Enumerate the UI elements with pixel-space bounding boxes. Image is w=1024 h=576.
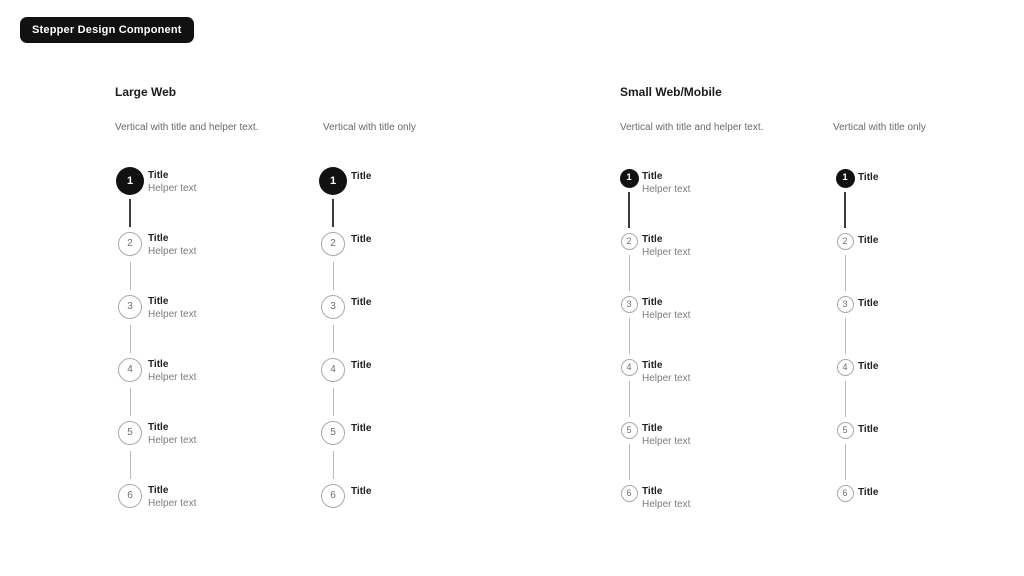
step-helper-text: Helper text (642, 247, 691, 258)
step-indicator-box (319, 356, 347, 384)
step-text-block (642, 358, 690, 420)
step-title: Title (858, 298, 879, 309)
step-title: Title (642, 171, 663, 182)
step-indicator-box (619, 483, 639, 503)
step-indicator-6: 6 (837, 485, 854, 502)
step-text-block (148, 168, 196, 230)
step-rail (116, 419, 144, 482)
step-text-block (858, 170, 878, 231)
step-indicator-box (619, 420, 639, 440)
step-indicator-box (619, 168, 639, 188)
stepper-large-title-helper (116, 167, 196, 510)
step-indicator-4: 4 (837, 359, 854, 376)
step-rail (619, 294, 639, 357)
step-text-block (858, 422, 878, 483)
step-connector (628, 192, 630, 228)
step-rail (319, 293, 347, 356)
step-text-block (148, 483, 196, 510)
step-helper-text: Helper text (642, 373, 691, 384)
step-rail (116, 482, 144, 510)
step-text-block (642, 232, 690, 294)
step-title: Title (351, 234, 372, 245)
step-text-block (642, 421, 690, 483)
step-title: Title (148, 359, 169, 370)
step-indicator-2: 2 (837, 233, 854, 250)
step-title: Title (148, 170, 169, 181)
stepper-step (116, 419, 196, 482)
step-title: Title (642, 360, 663, 371)
step-rail (319, 356, 347, 419)
step-connector (845, 444, 846, 480)
step-title: Title (148, 233, 169, 244)
step-indicator-box (835, 231, 855, 251)
step-rail (619, 420, 639, 483)
step-connector (845, 381, 846, 417)
section-title-large-web: Large Web (115, 85, 177, 99)
step-indicator-4: 4 (621, 359, 638, 376)
step-title: Title (858, 487, 879, 498)
step-connector (845, 318, 846, 354)
step-text-block (148, 231, 196, 293)
step-indicator-box (835, 357, 855, 377)
stepper-step (619, 231, 690, 294)
step-connector (333, 388, 334, 416)
step-indicator-box (835, 483, 855, 503)
stepper-small-title-only (835, 168, 878, 503)
step-text-block (351, 232, 371, 293)
step-connector (130, 451, 131, 479)
step-indicator-box (319, 230, 347, 258)
step-text-block (351, 484, 371, 510)
step-indicator-2: 2 (118, 232, 142, 256)
step-indicator-5: 5 (621, 422, 638, 439)
step-indicator-3: 3 (321, 295, 345, 319)
stepper-step (835, 294, 878, 357)
stepper-step (835, 231, 878, 294)
step-indicator-box (319, 167, 347, 195)
stepper-step (619, 168, 690, 231)
stepper-step (835, 420, 878, 483)
step-title: Title (858, 235, 879, 246)
step-indicator-box (116, 356, 144, 384)
stepper-step (619, 357, 690, 420)
step-connector (333, 451, 334, 479)
step-indicator-4: 4 (321, 358, 345, 382)
step-indicator-box (116, 293, 144, 321)
stepper-step (319, 230, 371, 293)
step-connector (844, 192, 846, 228)
variant-label-small-title-helper: Vertical with title and helper text. (620, 122, 764, 133)
step-indicator-1: 1 (620, 169, 639, 188)
step-connector (129, 199, 131, 227)
step-text-block (148, 357, 196, 419)
step-rail (319, 167, 347, 230)
step-rail (116, 293, 144, 356)
step-text-block (351, 295, 371, 356)
step-rail (619, 483, 639, 511)
step-text-block (858, 485, 878, 503)
step-title: Title (148, 485, 169, 496)
step-indicator-1: 1 (836, 169, 855, 188)
step-rail (116, 356, 144, 419)
stepper-step (835, 168, 878, 231)
step-indicator-3: 3 (837, 296, 854, 313)
variant-label-small-title-only: Vertical with title only (833, 122, 926, 133)
step-indicator-box (319, 419, 347, 447)
section-title-small-web-mobile: Small Web/Mobile (620, 85, 722, 99)
step-rail (619, 168, 639, 231)
step-indicator-1: 1 (319, 167, 347, 195)
step-rail (835, 357, 855, 420)
step-rail (319, 230, 347, 293)
step-indicator-4: 4 (118, 358, 142, 382)
stepper-step (835, 483, 878, 503)
step-indicator-3: 3 (118, 295, 142, 319)
step-connector (332, 199, 334, 227)
step-text-block (642, 295, 690, 357)
step-title: Title (858, 361, 879, 372)
stepper-step (116, 167, 196, 230)
step-indicator-5: 5 (321, 421, 345, 445)
step-indicator-box (116, 482, 144, 510)
step-title: Title (351, 297, 372, 308)
step-indicator-box (619, 294, 639, 314)
step-connector (629, 318, 630, 354)
step-title: Title (351, 423, 372, 434)
step-connector (130, 325, 131, 353)
step-helper-text: Helper text (148, 435, 197, 446)
step-rail (835, 168, 855, 231)
stepper-small-title-helper (619, 168, 690, 511)
step-helper-text: Helper text (642, 436, 691, 447)
step-title: Title (642, 234, 663, 245)
step-text-block (351, 358, 371, 419)
stepper-step (116, 230, 196, 293)
step-rail (116, 167, 144, 230)
stepper-step (116, 482, 196, 510)
stepper-step (619, 483, 690, 511)
step-rail (835, 420, 855, 483)
step-indicator-box (319, 293, 347, 321)
step-indicator-1: 1 (116, 167, 144, 195)
step-rail (835, 294, 855, 357)
step-helper-text: Helper text (148, 309, 197, 320)
step-helper-text: Helper text (642, 310, 691, 321)
step-text-block (351, 169, 371, 230)
step-title: Title (642, 423, 663, 434)
step-title: Title (351, 171, 372, 182)
step-title: Title (148, 296, 169, 307)
step-indicator-2: 2 (621, 233, 638, 250)
step-connector (629, 381, 630, 417)
step-indicator-box (835, 168, 855, 188)
step-rail (319, 482, 347, 510)
step-indicator-3: 3 (621, 296, 638, 313)
step-helper-text: Helper text (148, 372, 197, 383)
step-title: Title (642, 297, 663, 308)
step-indicator-box (835, 420, 855, 440)
step-title: Title (148, 422, 169, 433)
step-indicator-5: 5 (118, 421, 142, 445)
step-title: Title (858, 172, 879, 183)
step-indicator-box (319, 482, 347, 510)
step-rail (835, 483, 855, 503)
variant-label-large-title-only: Vertical with title only (323, 122, 416, 133)
step-text-block (351, 421, 371, 482)
stepper-step (116, 356, 196, 419)
step-rail (619, 357, 639, 420)
step-title: Title (351, 486, 372, 497)
step-indicator-box (116, 419, 144, 447)
step-rail (619, 231, 639, 294)
step-indicator-6: 6 (118, 484, 142, 508)
step-indicator-6: 6 (321, 484, 345, 508)
step-helper-text: Helper text (642, 499, 691, 510)
stepper-step (319, 167, 371, 230)
step-indicator-box (116, 230, 144, 258)
step-indicator-box (619, 357, 639, 377)
step-connector (333, 325, 334, 353)
step-rail (835, 231, 855, 294)
stepper-step (319, 293, 371, 356)
step-indicator-box (619, 231, 639, 251)
step-connector (130, 262, 131, 290)
step-connector (130, 388, 131, 416)
step-indicator-2: 2 (321, 232, 345, 256)
stepper-step (319, 419, 371, 482)
step-helper-text: Helper text (148, 183, 197, 194)
step-connector (333, 262, 334, 290)
step-text-block (858, 296, 878, 357)
step-helper-text: Helper text (642, 184, 691, 195)
stepper-large-title-only (319, 167, 371, 510)
stepper-step (319, 482, 371, 510)
step-text-block (858, 359, 878, 420)
variant-label-large-title-helper: Vertical with title and helper text. (115, 122, 259, 133)
step-indicator-box (835, 294, 855, 314)
step-helper-text: Helper text (148, 498, 197, 509)
stepper-step (319, 356, 371, 419)
step-connector (845, 255, 846, 291)
step-title: Title (351, 360, 372, 371)
step-connector (629, 255, 630, 291)
step-text-block (642, 484, 690, 511)
step-indicator-5: 5 (837, 422, 854, 439)
step-text-block (148, 294, 196, 356)
step-rail (116, 230, 144, 293)
page-title-badge: Stepper Design Component (20, 17, 194, 43)
step-text-block (148, 420, 196, 482)
step-connector (629, 444, 630, 480)
step-title: Title (858, 424, 879, 435)
stepper-step (116, 293, 196, 356)
step-indicator-6: 6 (621, 485, 638, 502)
step-rail (319, 419, 347, 482)
step-text-block (642, 169, 690, 231)
stepper-step (619, 420, 690, 483)
step-text-block (858, 233, 878, 294)
step-title: Title (642, 486, 663, 497)
step-helper-text: Helper text (148, 246, 197, 257)
step-indicator-box (116, 167, 144, 195)
stepper-step (619, 294, 690, 357)
stepper-step (835, 357, 878, 420)
